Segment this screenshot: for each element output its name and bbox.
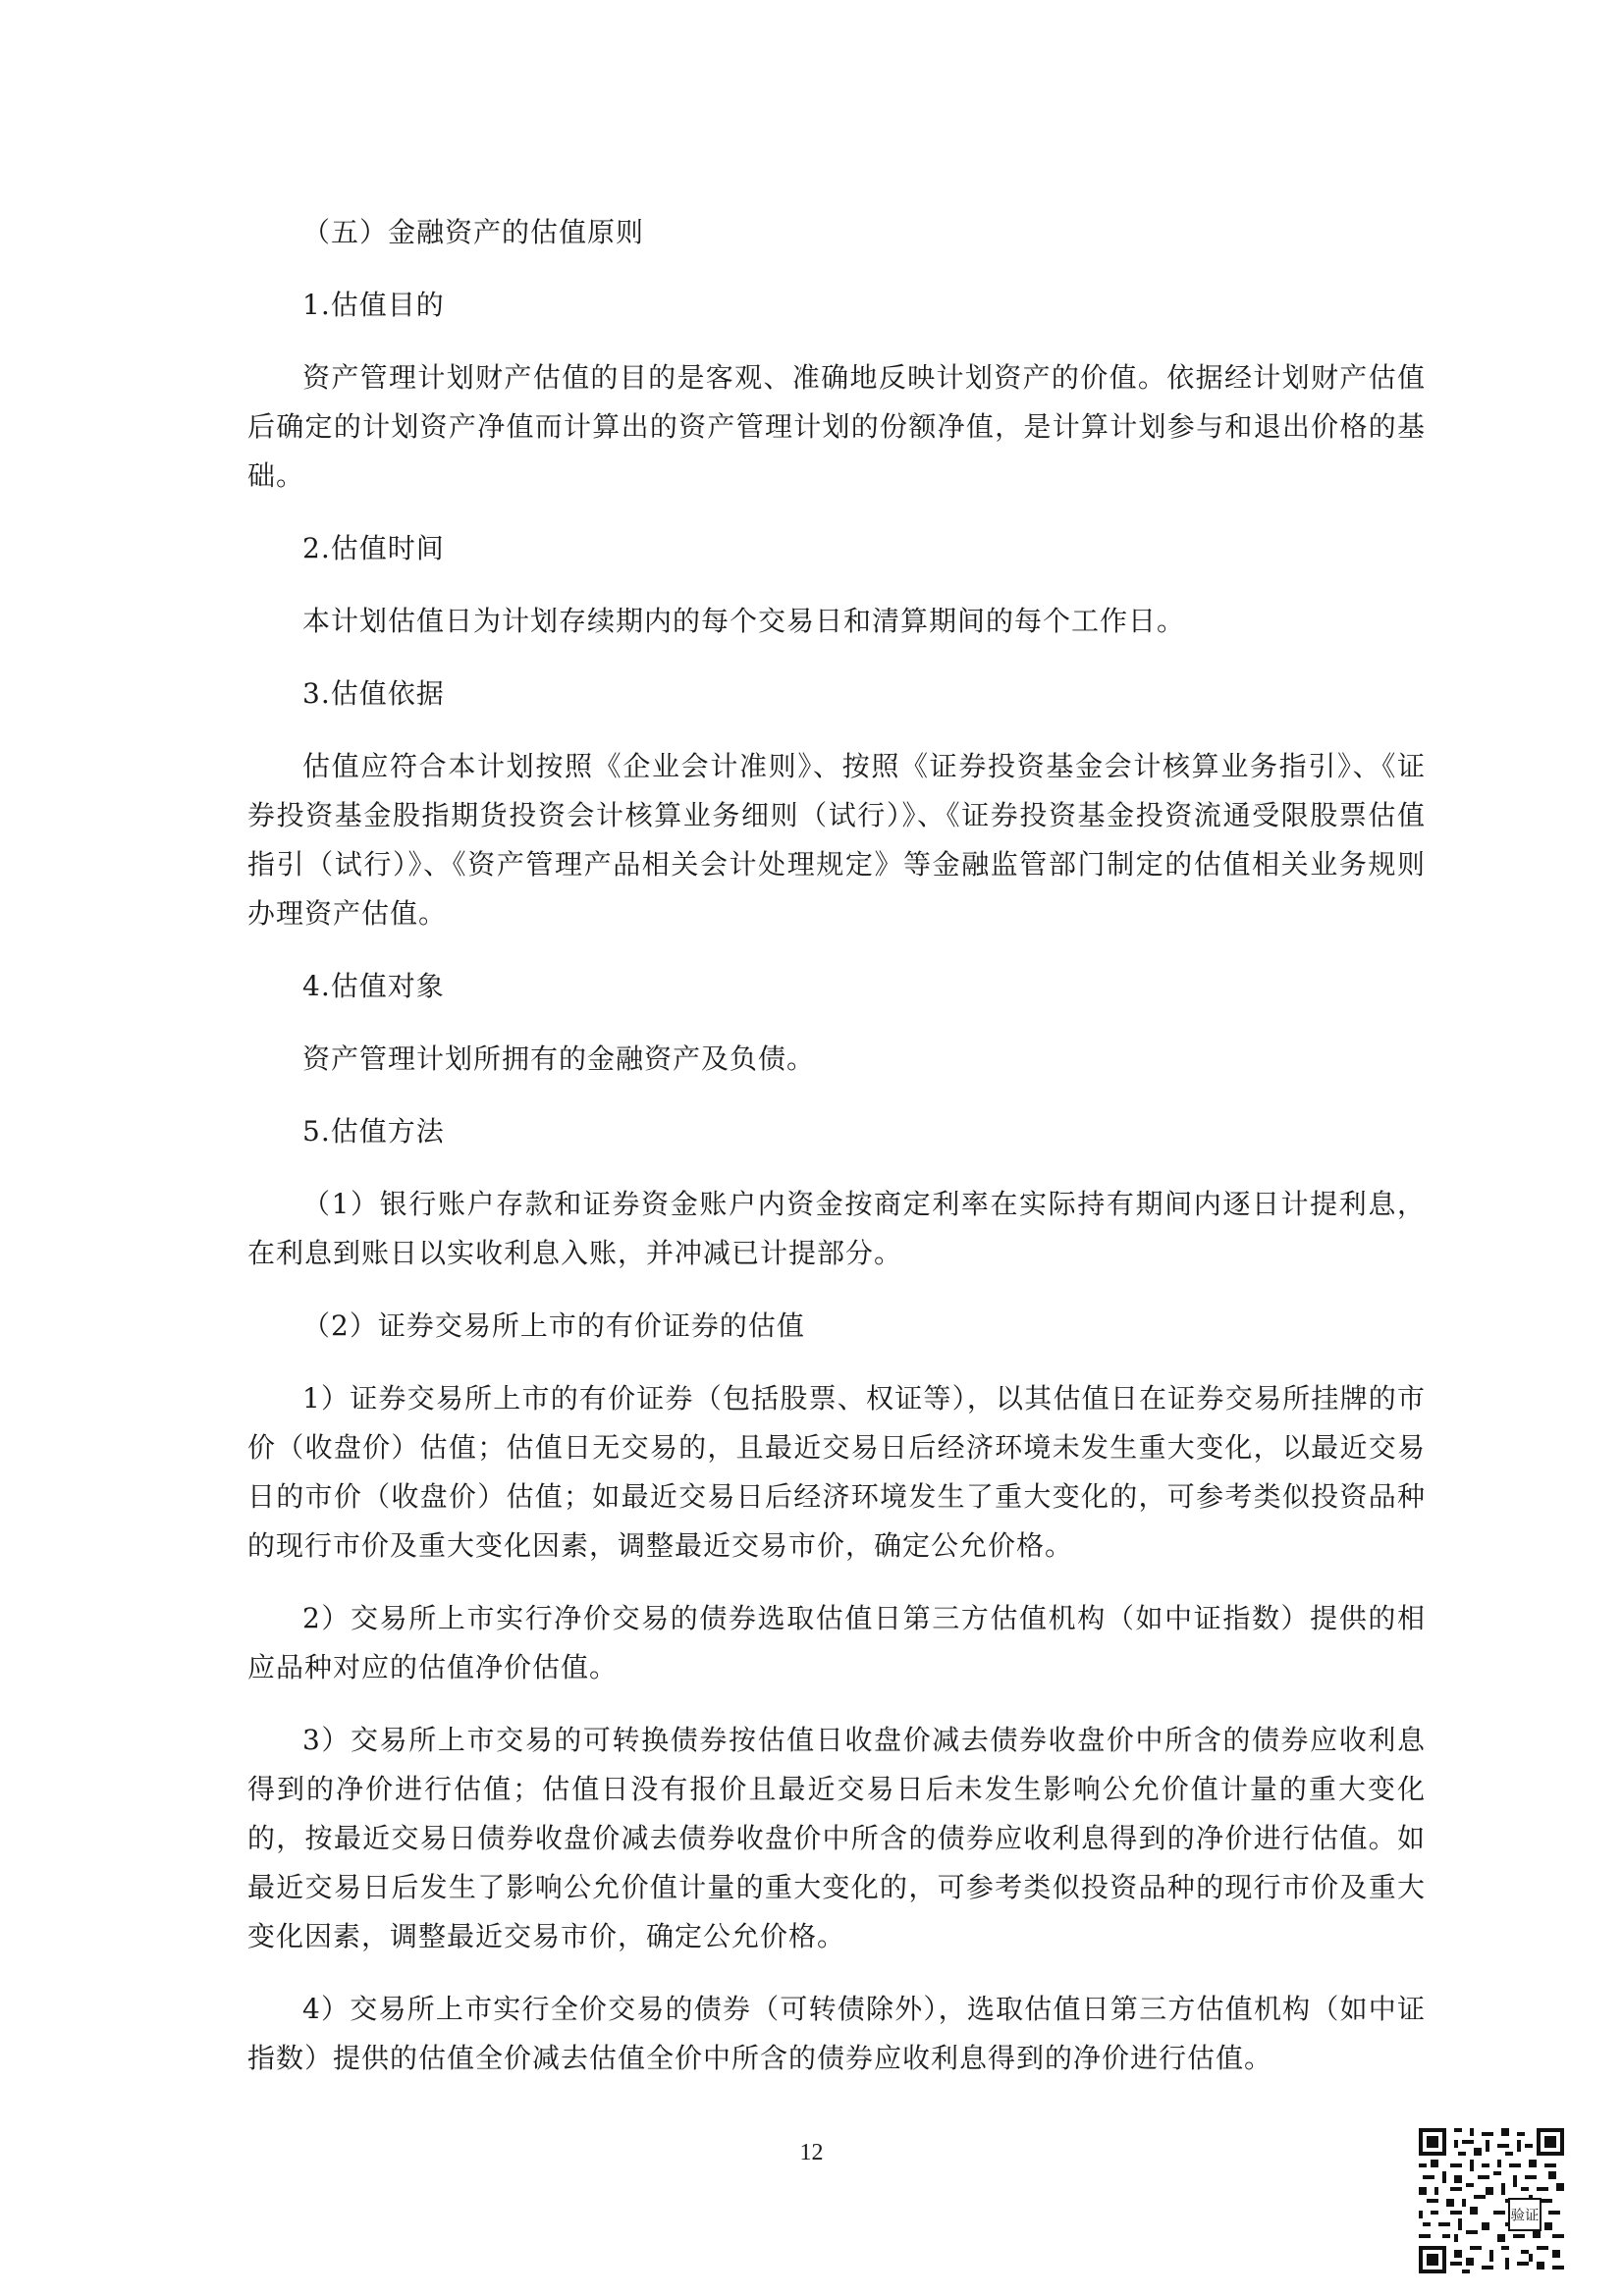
paragraph-valuation-purpose: 资产管理计划财产估值的目的是客观、准确地反映计划资产的价值。依据经计划财产估值后确定的计划资产净值而计算出的资产管理计划的份额净值，是计算计划参与和退出价格的基础。 [247, 361, 1426, 492]
section-title: （五）金融资产的估值原则 [302, 216, 645, 248]
paragraph-valuation-object: 资产管理计划所拥有的金融资产及负债。 [302, 1042, 816, 1075]
paragraph-method-2-3: 3）交易所上市交易的可转换债券按估值日收盘价减去债券收盘价中所含的债券应收利息得到的净价进行估值；估值日没有报价且最近交易日后未发生影响公允价值计量的重大变化的，按最近交易日债券收盘价减去债券收盘价中所含的债券应收利息得到的净价进行估值。如最近交易日后发生了影响公允价值计量的重大变化的，可参考类似投资品种的现行市价及重大变化因素，调整最近交易市价，确定公允价格。 [247, 1724, 1426, 1952]
paragraph-valuation-basis: 估值应符合本计划按照《企业会计准则》、按照《证券投资基金会计核算业务指引》、《证券投资基金股指期货投资会计核算业务细则（试行）》、《证券投资基金投资流通受限股票估值指引（试行）》、《资产管理产品相关会计处理规定》等金融监管部门制定的估值相关业务规则办理资产估值。 [247, 750, 1426, 930]
heading-valuation-object: 4.估值对象 [302, 970, 445, 1002]
paragraph-valuation-time: 本计划估值日为计划存续期内的每个交易日和清算期间的每个工作日。 [302, 605, 1186, 637]
paragraph-method-2-2: 2）交易所上市实行净价交易的债券选取估值日第三方估值机构（如中证指数）提供的相应品种对应的估值净价估值。 [247, 1602, 1426, 1683]
document-body [247, 208, 1426, 2107]
heading-valuation-purpose: 1.估值目的 [302, 289, 445, 321]
paragraph-method-2-1: 1）证券交易所上市的有价证券（包括股票、权证等），以其估值日在证券交易所挂牌的市价（收盘价）估值；估值日无交易的，且最近交易日后经济环境未发生重大变化，以最近交易日的市价（收盘价）估值；如最近交易日后经济环境发生了重大变化的，可参考类似投资品种的现行市价及重大变化因素，调整最近交易市价，确定公允价格。 [247, 1382, 1426, 1562]
qr-watermark-text: 验证 [1510, 2208, 1540, 2224]
paragraph-method-2-4: 4）交易所上市实行全价交易的债券（可转债除外），选取估值日第三方估值机构（如中证指数）提供的估值全价减去估值全价中所含的债券应收利息得到的净价进行估值。 [247, 1993, 1426, 2074]
paragraph-method-2: （2）证券交易所上市的有价证券的估值 [302, 1309, 805, 1342]
qr-code-icon [1419, 2128, 1564, 2273]
heading-valuation-method: 5.估值方法 [302, 1115, 445, 1148]
paragraph-method-1: （1）银行账户存款和证券资金账户内资金按商定利率在实际持有期间内逐日计提利息，在利息到账日以实收利息入账，并冲减已计提部分。 [247, 1188, 1426, 1269]
page-number: 12 [799, 2140, 824, 2165]
heading-valuation-time: 2.估值时间 [302, 532, 445, 564]
heading-valuation-basis: 3.估值依据 [302, 677, 445, 710]
